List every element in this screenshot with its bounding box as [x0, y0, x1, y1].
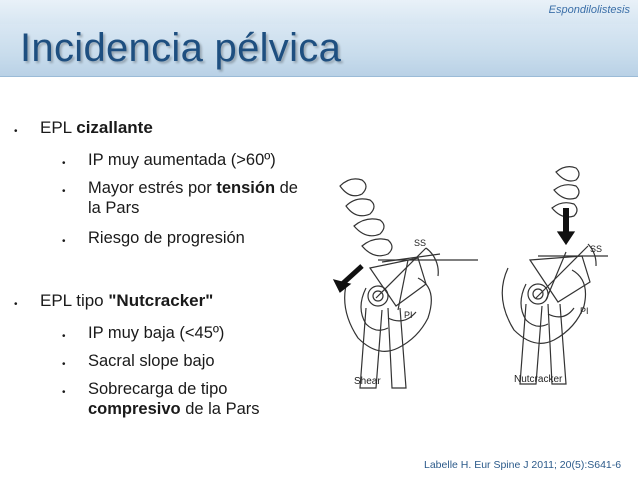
- citation: Labelle H. Eur Spine J 2011; 20(5):S641-6: [424, 459, 622, 471]
- sub-text: [88, 178, 298, 198]
- sub-text-line2: la Pars: [88, 199, 140, 217]
- sub-text: Sacral slope bajo: [88, 352, 215, 370]
- pi-label-left: PI: [404, 310, 413, 320]
- pelvic-incidence-figure: [318, 148, 633, 448]
- sub-text-bold: tensión: [216, 179, 276, 197]
- sub-item: [62, 178, 322, 228]
- bullet-bold: cizallante: [76, 118, 153, 137]
- sub-dot: •: [62, 331, 66, 342]
- sub-dot: •: [62, 186, 66, 197]
- pi-label-right: PI: [580, 306, 589, 316]
- sub-dot: •: [62, 359, 66, 370]
- bullet-dot: •: [14, 126, 18, 137]
- nutcracker-caption: Nutcracker: [514, 374, 563, 385]
- sub-text-line2: [88, 399, 260, 419]
- nutcracker-diagram: [502, 167, 608, 384]
- sub-text: IP muy baja (<45º): [88, 324, 225, 342]
- sub-list-nutcracker: [62, 323, 322, 427]
- sub-text-bold: compresivo: [88, 400, 181, 418]
- sub-text-post: de la Pars: [180, 400, 260, 418]
- ss-label-left: SS: [414, 238, 427, 248]
- ss-label-right: SS: [590, 244, 603, 254]
- shear-caption: Shear: [354, 376, 381, 387]
- sub-text: IP muy aumentada (>60º): [88, 151, 276, 169]
- sub-item: [62, 351, 322, 379]
- sub-item: [62, 150, 322, 178]
- sub-dot: •: [62, 158, 66, 169]
- sub-item: [62, 228, 322, 256]
- bullet-dot: •: [14, 299, 18, 310]
- sub-dot: •: [62, 387, 66, 398]
- sub-text-pre: Mayor estrés por: [88, 179, 217, 197]
- sub-item: [62, 379, 322, 427]
- sub-text: Sobrecarga de tipo: [88, 380, 228, 398]
- section-label: Espondilolistesis: [548, 4, 630, 16]
- shear-diagram: [334, 179, 478, 388]
- sub-text: Riesgo de progresión: [88, 229, 245, 247]
- bullet-text: [40, 291, 213, 311]
- bullet-prefix: EPL tipo: [40, 291, 109, 310]
- slide-title: Incidencia pélvica: [20, 26, 342, 70]
- bullet-text: [40, 118, 153, 138]
- sub-list-shear: [62, 150, 322, 256]
- sub-dot: •: [62, 236, 66, 247]
- top-header-bar: [0, 0, 638, 24]
- sub-item: [62, 323, 322, 351]
- bullet-prefix: EPL: [40, 118, 77, 137]
- sub-text-post: de: [275, 179, 298, 197]
- bullet-bold: "Nutcracker": [108, 291, 214, 310]
